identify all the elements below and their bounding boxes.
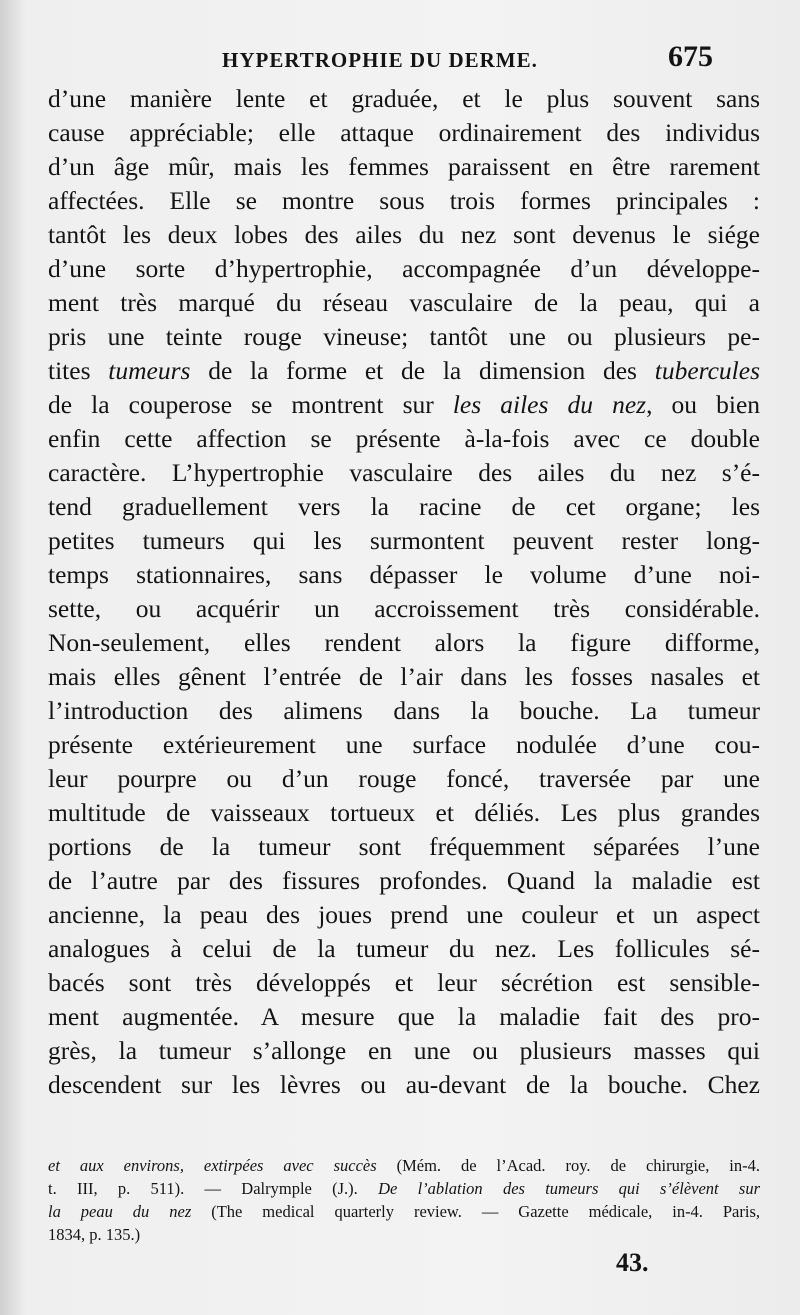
text-line: d’un âge mûr, mais les femmes paraissent en être rarement [48, 152, 760, 181]
text-line: ment augmentée. A mesure que la maladie fait des pro- [48, 1002, 760, 1031]
text-line: Non-seulement, elles rendent alors la figure difforme, [48, 628, 760, 657]
text-line: présente extérieurement une surface nodulée d’une cou- [48, 730, 760, 759]
footnote-line: la peau du nez (The medical quarterly review. — Gazette médicale, in-4. Paris, [48, 1202, 761, 1221]
text-line: d’une manière lente et graduée, et le plus souvent sans [48, 84, 760, 113]
text-line: ancienne, la peau des joues prend une couleur et un aspect [48, 900, 760, 929]
signature-mark: 43. [616, 1248, 649, 1277]
text-line: cause appréciable; elle attaque ordinairement des individus [48, 118, 760, 147]
text-line: petites tumeurs qui les surmontent peuvent rester long- [48, 526, 760, 555]
body-text [48, 82, 760, 1102]
text-line: pris une teinte rouge vineuse; tantôt une ou plusieurs pe- [48, 322, 760, 351]
text-line: d’une sorte d’hypertrophie, accompagnée d’un développe- [48, 254, 760, 283]
text-line: sette, ou acquérir un accroissement très considérable. [48, 594, 760, 623]
page-number: 675 [668, 40, 713, 73]
text-line: de l’autre par des fissures profondes. Quand la maladie est [48, 866, 760, 895]
text-line: enfin cette affection se présente à-la-fois avec ce double [48, 424, 760, 453]
footnote-line: et aux environs, extirpées avec succès (Mém. de l’Acad. roy. de chirurgie, in-4. [48, 1156, 761, 1175]
footnote-line: t. III, p. 511). — Dalrymple (J.). De l’ablation des tumeurs qui s’élèvent sur [48, 1179, 760, 1198]
footnotes [48, 1154, 760, 1246]
text-line: descendent sur les lèvres ou au-devant de la bouche. Chez [48, 1070, 760, 1099]
footnote-line: 1834, p. 135.) [48, 1225, 141, 1244]
text-line: bacés sont très développés et leur sécrétion est sensible- [48, 968, 760, 997]
text-line: analogues à celui de la tumeur du nez. Les follicules sé- [48, 934, 760, 963]
text-line: caractère. L’hypertrophie vasculaire des ailes du nez s’é- [48, 458, 760, 487]
text-line: ment très marqué du réseau vasculaire de la peau, qui a [48, 288, 760, 317]
text-line: temps stationnaires, sans dépasser le volume d’une noi- [48, 560, 760, 589]
text-line: affectées. Elle se montre sous trois formes principales : [48, 186, 760, 215]
text-line: multitude de vaisseaux tortueux et déliés. Les plus grandes [48, 798, 760, 827]
text-line: tantôt les deux lobes des ailes du nez sont devenus le siége [48, 220, 760, 249]
text-line: grès, la tumeur s’allonge en une ou plusieurs masses qui [48, 1036, 760, 1065]
text-line: leur pourpre ou d’un rouge foncé, traversée par une [48, 764, 760, 793]
text-line: tites tumeurs de la forme et de la dimension des tubercules [48, 356, 761, 385]
running-title: HYPERTROPHIE DU DERME. [222, 48, 538, 72]
text-line: de la couperose se montrent sur les ailes du nez, ou bien [48, 390, 761, 419]
text-line: mais elles gênent l’entrée de l’air dans les fosses nasales et [48, 662, 760, 691]
text-line: portions de la tumeur sont fréquemment séparées l’une [48, 832, 760, 861]
text-line: l’introduction des alimens dans la bouche. La tumeur [48, 696, 760, 725]
text-line: tend graduellement vers la racine de cet organe; les [48, 492, 760, 521]
page-header [0, 40, 800, 80]
